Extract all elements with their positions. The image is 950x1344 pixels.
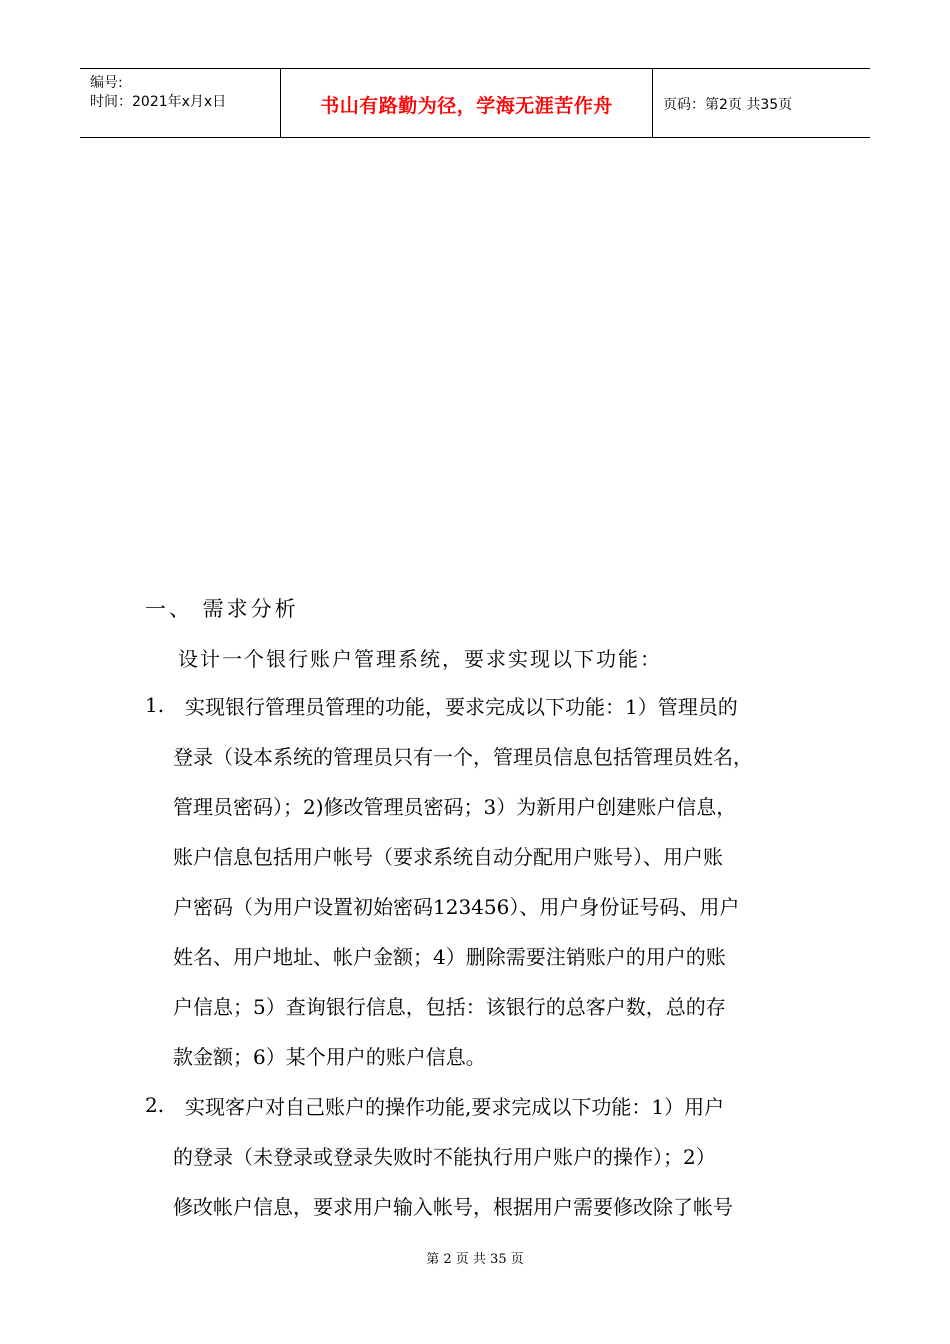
page-header bbox=[80, 68, 870, 138]
document-number-label: 编号: bbox=[90, 75, 123, 91]
header-middle-cell bbox=[281, 69, 653, 137]
section-intro: 设计一个银行账户管理系统，要求实现以下功能： bbox=[178, 647, 662, 671]
item-line: 登录（设本系统的管理员只有一个，管理员信息包括管理员姓名， bbox=[173, 745, 753, 769]
header-right-cell bbox=[653, 69, 870, 137]
header-page-label: 页码：第2页 共35页 bbox=[663, 97, 793, 113]
item-line: 姓名、用户地址、帐户金额；4）删除需要注销账户的用户的账 bbox=[173, 945, 726, 969]
item-line: 实现客户对自己账户的操作功能,要求完成以下功能：1）用户 bbox=[185, 1095, 725, 1119]
header-motto: 书山有路勤为径，学海无涯苦作舟 bbox=[320, 95, 613, 117]
item-line: 修改帐户信息，要求用户输入帐号，根据用户需要修改除了帐号 bbox=[173, 1195, 733, 1219]
header-left-cell bbox=[80, 69, 281, 137]
item-line: 的登录（未登录或登录失败时不能执行用户账户的操作）；2） bbox=[173, 1145, 716, 1169]
item-line: 账户信息包括用户帐号（要求系统自动分配用户账号）、用户账 bbox=[173, 845, 723, 869]
item-line: 管理员密码）；2)修改管理员密码；3）为新用户创建账户信息， bbox=[173, 795, 737, 819]
item-line: 实现银行管理员管理的功能，要求完成以下功能：1）管理员的 bbox=[185, 695, 738, 719]
section-title: 一、 需求分析 bbox=[145, 597, 299, 621]
item-text bbox=[173, 693, 813, 1093]
item-line: 户信息；5）查询银行信息，包括：该银行的总客户数，总的存 bbox=[173, 995, 726, 1019]
item-line: 户密码（为用户设置初始密码123456）、用户身份证号码、用户 bbox=[173, 895, 740, 919]
item-number: 1. bbox=[145, 693, 165, 717]
item-line: 款金额；6）某个用户的账户信息。 bbox=[173, 1045, 486, 1069]
page-footer: 第 2 页 共 35 页 bbox=[426, 1252, 524, 1267]
document-time-label: 时间：2021年x月x日 bbox=[90, 94, 227, 110]
item-number: 2. bbox=[145, 1093, 165, 1117]
item-text bbox=[173, 1093, 813, 1243]
